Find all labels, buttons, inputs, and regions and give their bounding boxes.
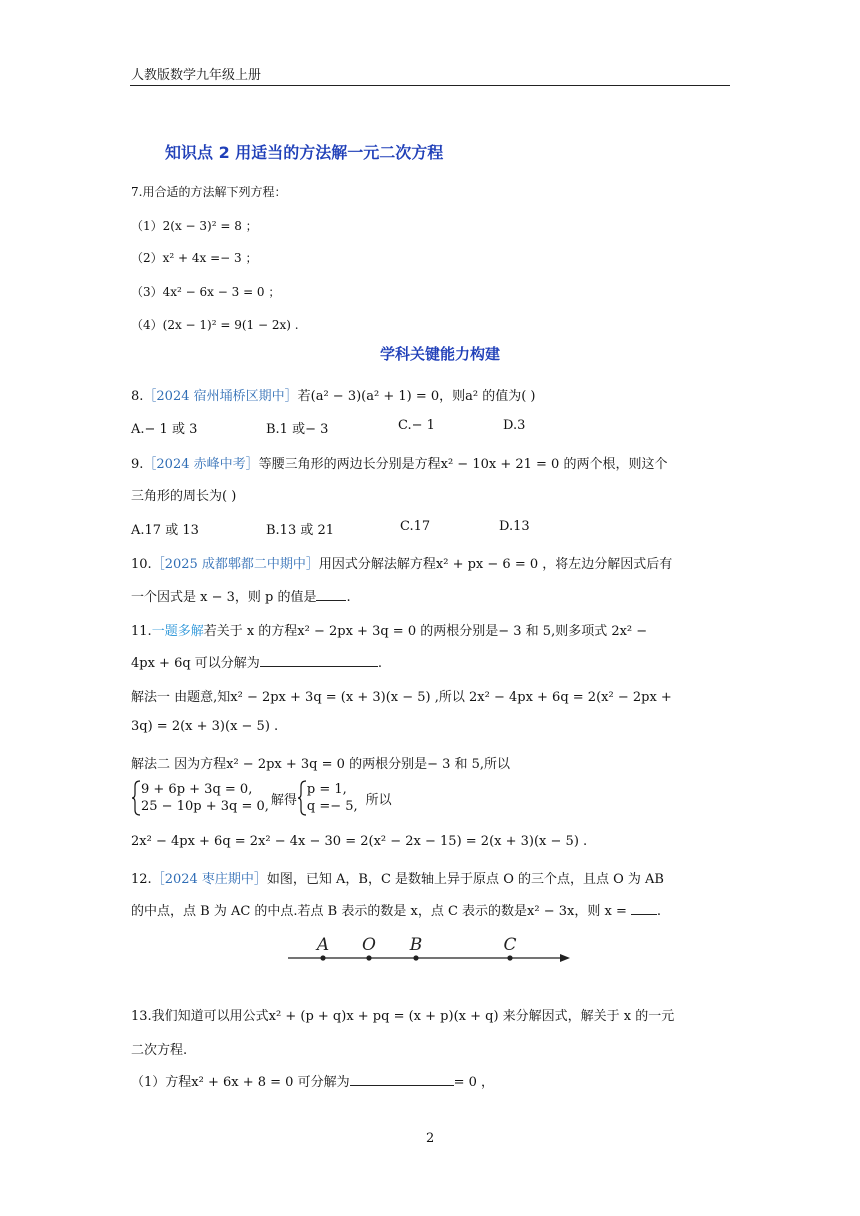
point-a-label: A [316, 935, 330, 955]
q12-line-2-end: . [656, 904, 661, 919]
q9-option-c: C.17 [400, 519, 431, 534]
system-2-eq-2: q =− 5, [306, 799, 358, 814]
q10-line-2 [131, 586, 351, 605]
q7-item-3: （3）4x² − 6x − 3 = 0 ； [131, 285, 281, 299]
q7-item-2: （2）x² + 4x =− 3 ； [131, 251, 258, 265]
q10-line-2-end: . [346, 590, 351, 605]
q11-line-2-text: 4px + 6q 可以分解为 [131, 656, 260, 671]
q11-stem: 若关于 x 的方程x² − 2px + 3q = 0 的两根分别是− 3 和 5,则多项式 2x² − [203, 624, 648, 639]
section-title-knowledge-point: 知识点 2 用适当的方法解一元二次方程 [165, 143, 444, 162]
q7-item-1: （1）2(x − 3)² = 8 ； [131, 219, 258, 233]
q9-source: ［2024 赤峰中考］ [143, 457, 259, 472]
q13-sub-1 [131, 1071, 494, 1090]
page-header: 人教版数学九年级上册 [131, 68, 262, 83]
q10-number: 10. [131, 557, 152, 572]
q8-source: ［2024 宿州埇桥区期中］ [143, 389, 298, 404]
q12-line-2 [131, 900, 661, 919]
q11-line-1 [131, 620, 647, 639]
q8-line [131, 385, 536, 404]
q9-stem: 等腰三角形的两边长分别是方程x² − 10x + 21 = 0 的两个根，则这个 [258, 457, 668, 472]
point-c-dot [507, 955, 512, 960]
q9-line-1 [131, 453, 667, 472]
q10-answer-blank[interactable] [316, 586, 346, 601]
left-brace-icon [297, 780, 307, 816]
point-c-label: C [503, 935, 517, 955]
q9-option-d: D.13 [499, 519, 530, 534]
system-end-word: 所以 [365, 792, 392, 808]
q8-option-b: B.1 或− 3 [266, 422, 329, 437]
q12-stem: 如图，已知 A，B，C 是数轴上异于原点 O 的三个点，且点 O 为 AB [266, 872, 664, 887]
q10-line-2-text: 一个因式是 x − 3，则 p 的值是 [131, 590, 317, 605]
point-b-label: B [409, 935, 423, 955]
q9-line-2: 三角形的周长为( ) [131, 489, 237, 504]
point-a-dot [320, 955, 325, 960]
system-solve-word: 解得 [270, 792, 297, 808]
q13-answer-blank[interactable] [350, 1071, 454, 1086]
q11-line-2 [131, 652, 382, 671]
section-title-key-ability: 学科关键能力构建 [380, 345, 501, 363]
q7-stem: 7.用合适的方法解下列方程： [131, 185, 287, 199]
q8-number: 8. [131, 389, 144, 404]
left-brace-icon [131, 780, 141, 816]
q12-source: ［2024 枣庄期中］ [151, 872, 267, 887]
point-b-dot [413, 955, 418, 960]
q12-line-2-text: 的中点，点 B 为 AC 的中点.若点 B 表示的数是 x，点 C 表示的数是x² − 3x，则 x = [131, 904, 627, 919]
q13-line-1: 13.我们知道可以用公式x² + (p + q)x + pq = (x + p)(x + q) 来分解因式，解关于 x 的一元 [131, 1009, 675, 1024]
point-o-dot [366, 955, 371, 960]
page-number: 2 [426, 1131, 435, 1146]
system-1-eq-2: 25 − 10p + 3q = 0, [141, 799, 269, 814]
q8-option-a: A.− 1 或 3 [131, 422, 198, 437]
q7-item-4: （4）(2x − 1)² = 9(1 − 2x) . [131, 318, 299, 332]
q13-sub-1-text: （1）方程x² + 6x + 8 = 0 可分解为 [131, 1075, 350, 1090]
q8-option-d: D.3 [503, 418, 526, 433]
q10-line-1 [131, 553, 672, 572]
q9-number: 9. [131, 457, 144, 472]
q11-solution-2-line-3: 2x² − 4px + 6q = 2x² − 4x − 30 = 2(x² − 2x − 15) = 2(x + 3)(x − 5) . [131, 834, 588, 849]
q11-solution-1-line-1: 解法一 由题意,知x² − 2px + 3q = (x + 3)(x − 5) ,所以 2x² − 4px + 6q = 2(x² − 2px + [131, 690, 672, 705]
q12-number: 12. [131, 872, 152, 887]
q12-line-1 [131, 868, 664, 887]
header-rule [130, 85, 730, 86]
system-1 [141, 781, 269, 815]
q8-option-c: C.− 1 [398, 418, 435, 433]
q11-tag: 一题多解 [151, 624, 204, 639]
q13-line-2: 二次方程. [131, 1043, 188, 1058]
q10-stem: 用因式分解法解方程x² + px − 6 = 0 ，将左边分解因式后有 [318, 557, 673, 572]
q11-solution-2-line-1: 解法二 因为方程x² − 2px + 3q = 0 的两根分别是− 3 和 5,所以 [131, 757, 511, 772]
q11-solution-1-line-2: 3q) = 2(x + 3)(x − 5) . [131, 719, 279, 734]
q11-answer-blank[interactable] [260, 652, 378, 667]
q11-equation-system [131, 780, 392, 816]
point-o-label: O [362, 935, 376, 955]
q11-number: 11. [131, 624, 152, 639]
q13-sub-1-end: = 0 ， [453, 1075, 495, 1090]
q8-stem: 若(a² − 3)(a² + 1) = 0，则a² 的值为( ) [297, 389, 536, 404]
number-line-figure [280, 930, 580, 970]
system-2-eq-1: p = 1, [306, 782, 347, 797]
q11-line-2-end: . [377, 656, 382, 671]
system-1-eq-1: 9 + 6p + 3q = 0, [141, 782, 253, 797]
system-2 [307, 781, 358, 815]
q10-source: ［2025 成都郫都二中期中］ [151, 557, 319, 572]
q9-option-a: A.17 或 13 [131, 523, 199, 538]
q9-option-b: B.13 或 21 [266, 523, 335, 538]
q12-answer-blank[interactable] [631, 900, 657, 915]
number-line-arrow-icon [560, 954, 570, 962]
